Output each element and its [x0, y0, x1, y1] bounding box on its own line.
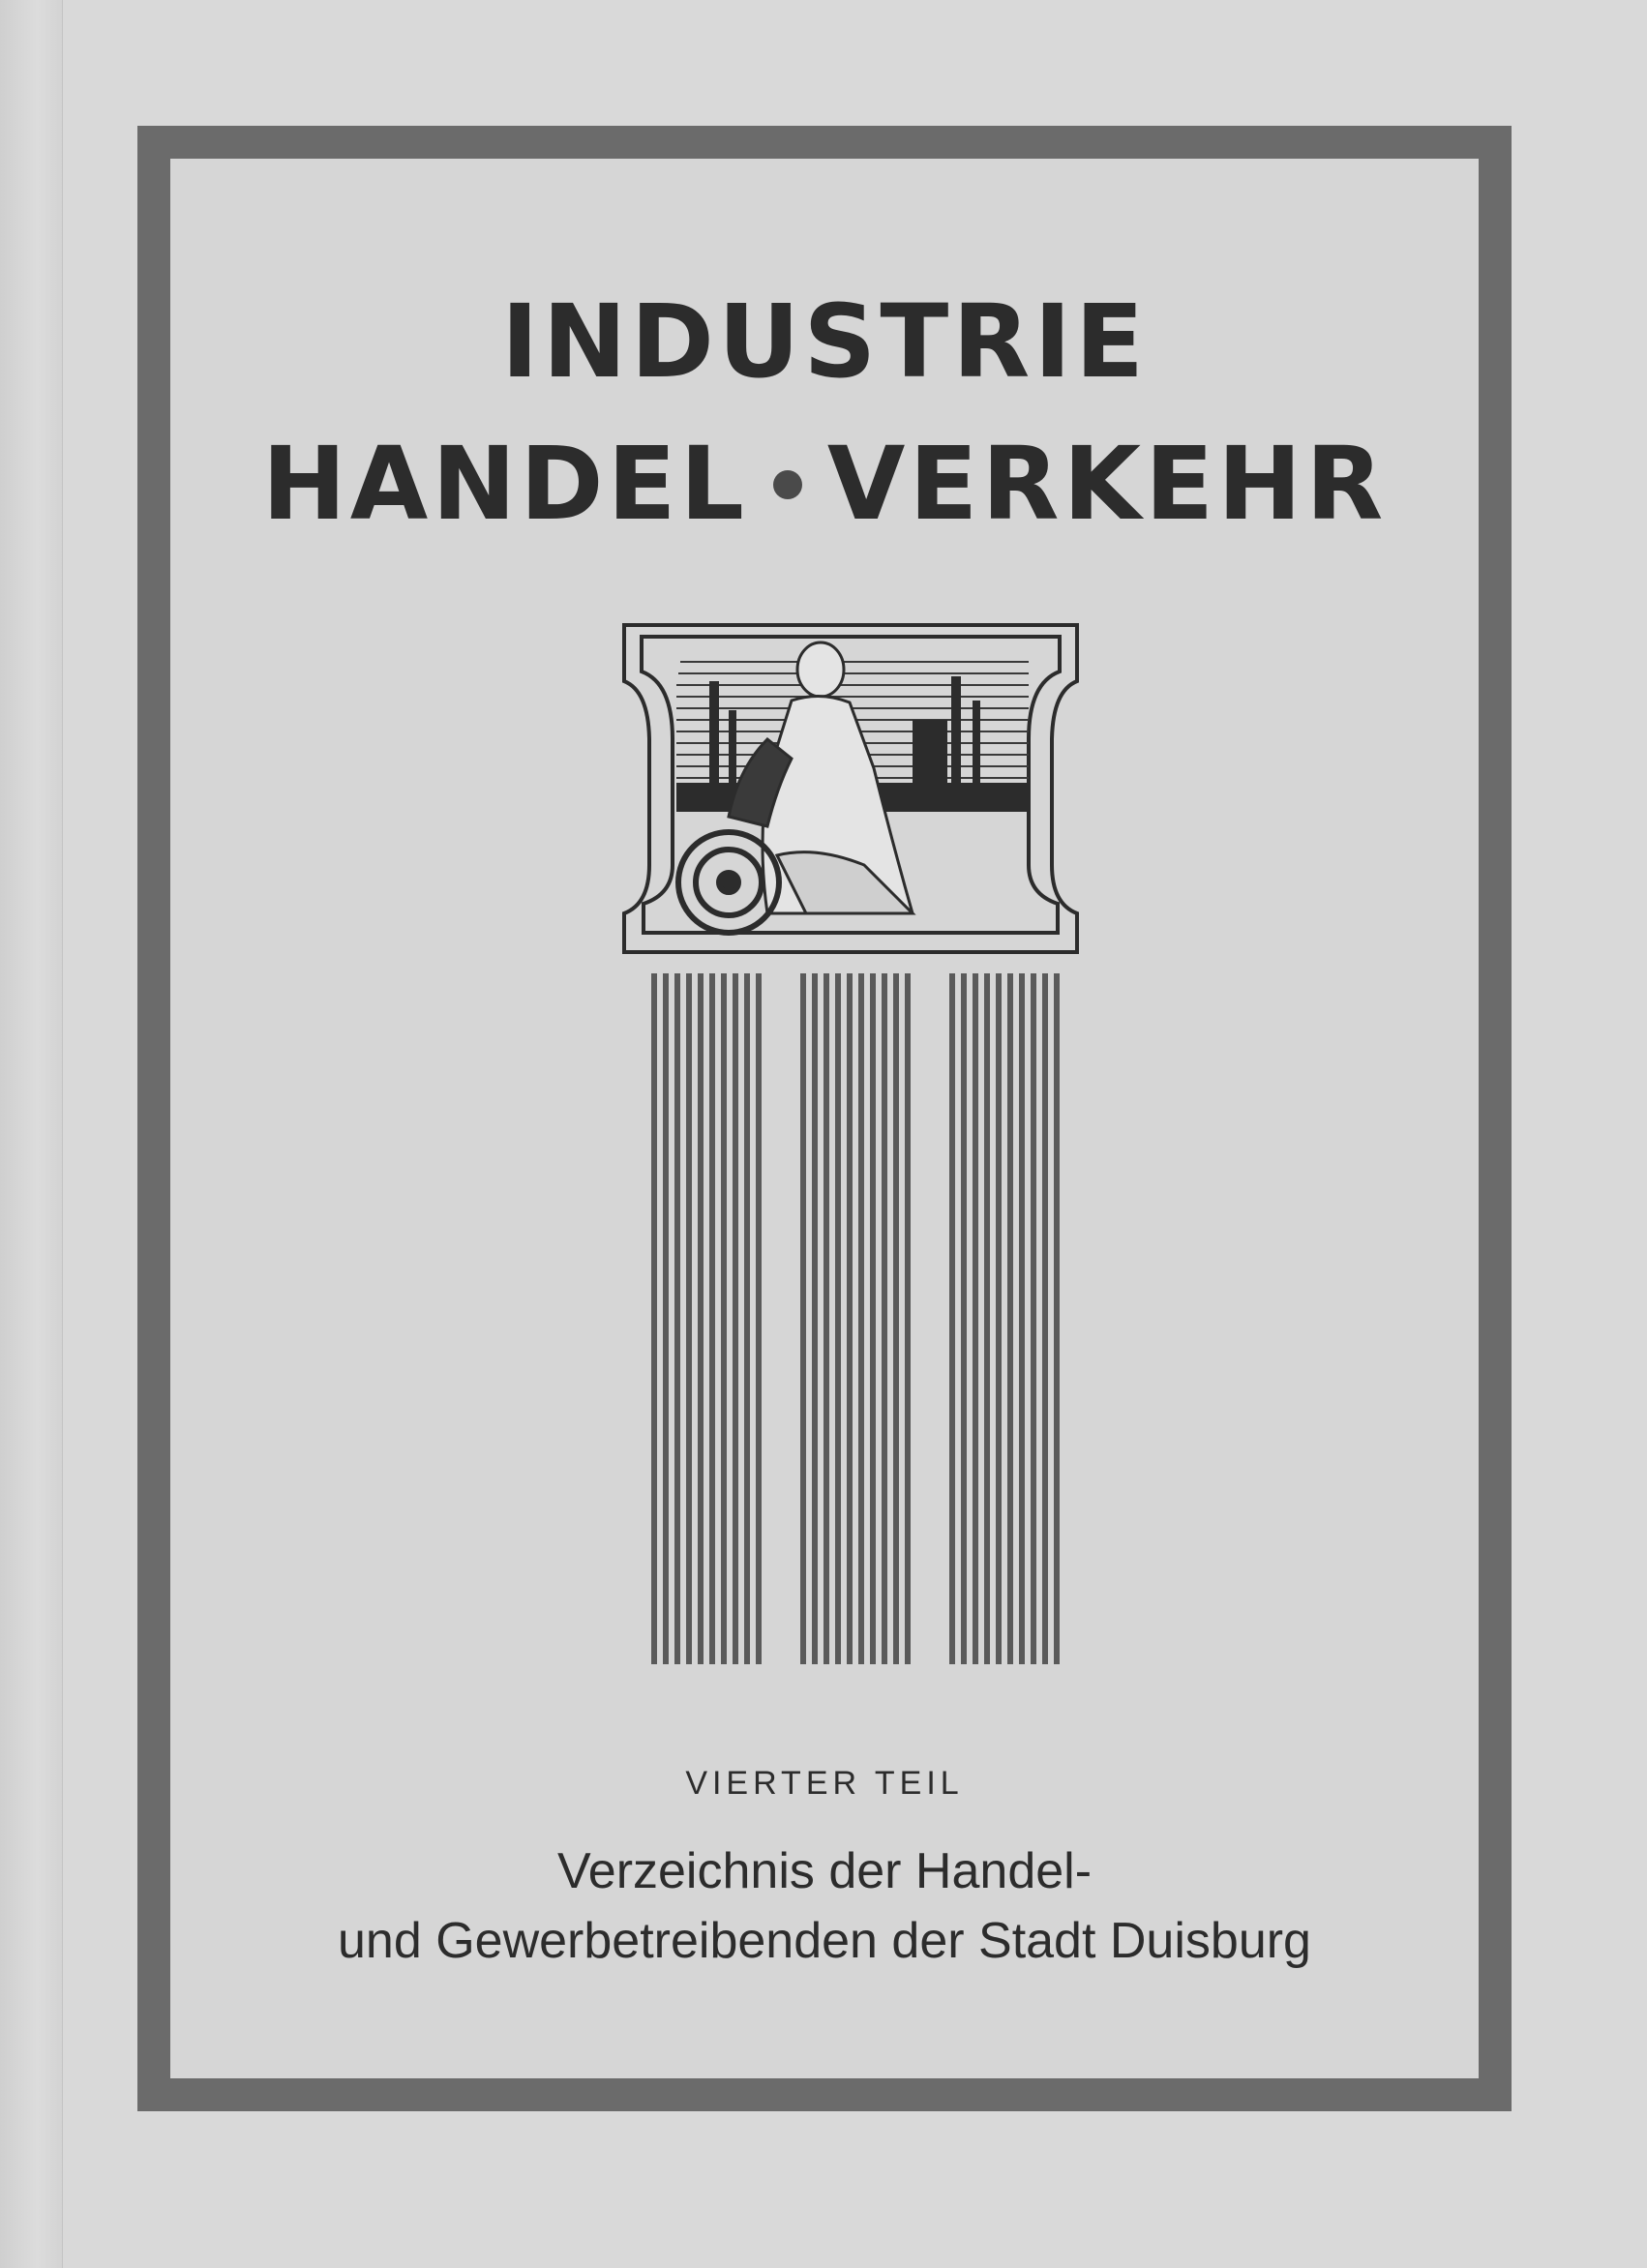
allegorical-emblem-icon	[622, 623, 1087, 1784]
cover-frame	[137, 126, 1512, 2111]
subtitle-line-2: und Gewerbetreibenden der Stadt Duisburg	[338, 1913, 1311, 1969]
page-binding-edge	[0, 0, 63, 2268]
separator-dot-icon	[773, 470, 802, 499]
cover-title-line-2	[170, 425, 1479, 543]
cover-title-line-1: INDUSTRIE	[500, 283, 1149, 401]
emblem-gear-icon	[678, 832, 779, 933]
title-word-handel: HANDEL	[261, 425, 748, 543]
title-word-verkehr: VERKEHR	[826, 425, 1388, 543]
emblem-column-fluting	[651, 973, 1060, 1664]
part-label: VIERTER TEIL	[685, 1765, 964, 1802]
subtitle-line-1: Verzeichnis der Handel-	[556, 1843, 1093, 1899]
